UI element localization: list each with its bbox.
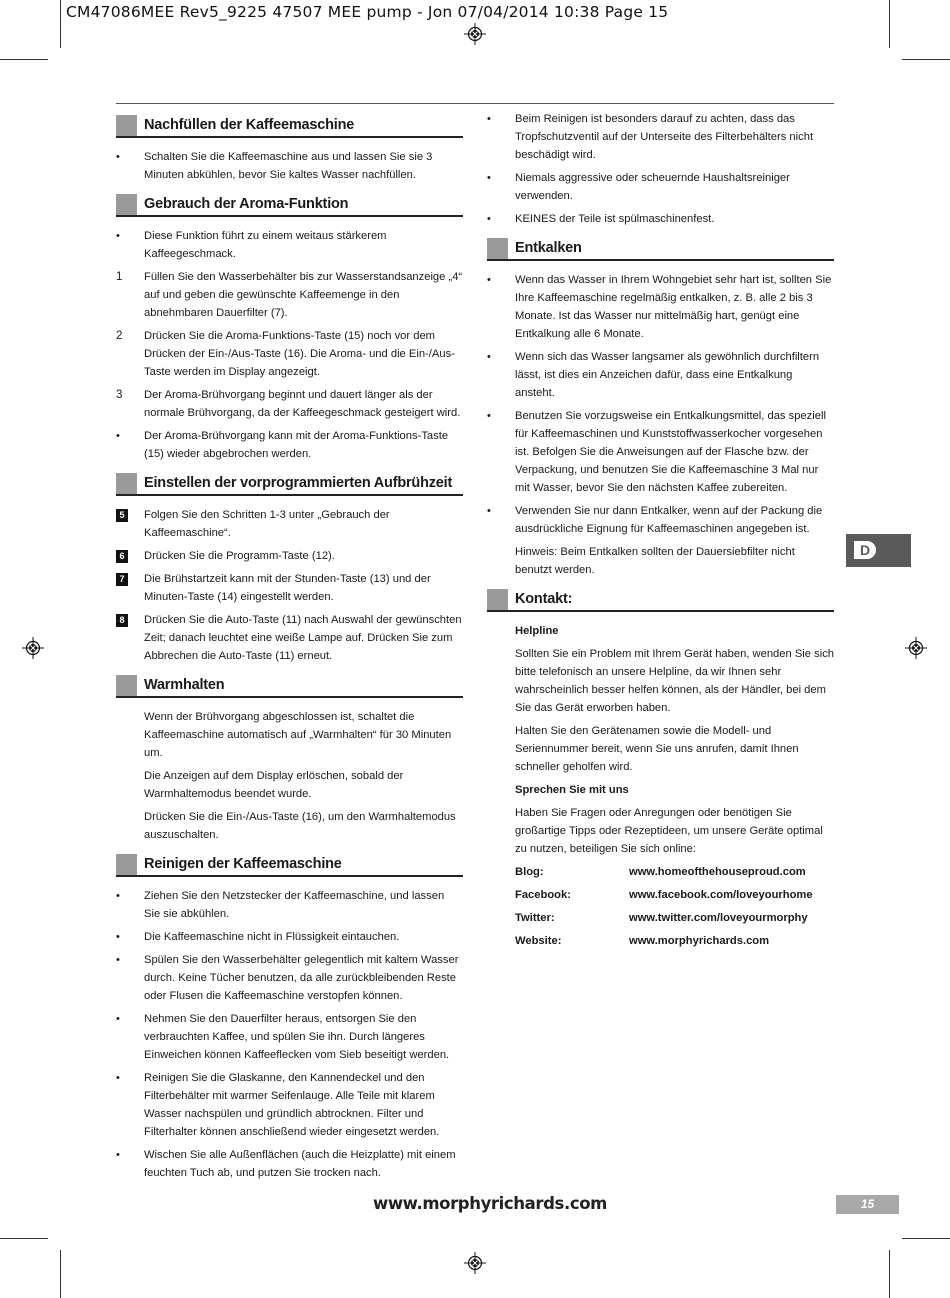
step-number: 3 <box>116 389 123 401</box>
bullet: • <box>116 954 120 966</box>
bullet: • <box>116 931 120 943</box>
language-tab <box>846 534 911 567</box>
item-text: Nehmen Sie den Dauerfilter heraus, entsorgen Sie den verbrauchten Kaffee, und spülen Sie ihn. Durch längeres Einweichen können Kaffeeflecken vom Sieb beseitigt werden. <box>144 1013 450 1061</box>
item-text: Drücken Sie die Aroma-Funktions-Taste (15) noch vor dem Drücken der Ein-/Aus-Taste (16). Die Aroma- und die Ein-/Aus-Taste werden im Display angezeigt. <box>144 330 455 378</box>
crop-mark <box>0 1238 48 1239</box>
contact-link[interactable]: www.homeofthehouseproud.com <box>629 866 806 878</box>
list-item <box>116 148 463 184</box>
list-item <box>116 951 463 1005</box>
step-number-box: 5 <box>116 509 128 522</box>
item-text: Drücken Sie die Programm-Taste (12). <box>144 550 335 562</box>
contact-row <box>487 863 834 881</box>
heading-marker <box>487 238 508 259</box>
section-heading <box>116 472 463 496</box>
step-number: 2 <box>116 330 123 342</box>
section-heading <box>116 674 463 698</box>
footer-website-logo: www.morphyrichards.com <box>373 1194 607 1213</box>
bullet: • <box>487 172 491 184</box>
bullet: • <box>487 113 491 125</box>
bullet: • <box>116 890 120 902</box>
paragraph: Halten Sie den Gerätenamen sowie die Modell- und Seriennummer bereit, wenn Sie uns anrufen, damit Ihnen schneller geholfen wird. <box>515 725 799 773</box>
note-paragraph: Hinweis: Beim Entkalken sollten der Dauersiebfilter nicht benutzt werden. <box>515 546 795 576</box>
registration-mark-icon <box>464 1252 486 1274</box>
section-heading <box>116 193 463 217</box>
bullet: • <box>116 430 120 442</box>
item-text: Schalten Sie die Kaffeemaschine aus und lassen Sie sie 3 Minuten abkühlen, bevor Sie kaltes Wasser nachfüllen. <box>144 151 433 181</box>
bullet: • <box>487 274 491 286</box>
heading-text: Einstellen der vorprogrammierten Aufbrühzeit <box>144 475 453 491</box>
section-heading <box>116 114 463 138</box>
contact-label: Blog: <box>515 866 544 878</box>
page-number: 15 <box>836 1195 899 1214</box>
crop-mark <box>0 59 48 60</box>
item-text: Drücken Sie die Auto-Taste (11) nach Auswahl der gewünschten Zeit; danach leuchtet eine weiße Lampe auf. Drücken Sie zum Abbrechen die Auto-Taste (11) erneut. <box>144 614 462 662</box>
list-item <box>487 110 834 164</box>
bullet: • <box>487 213 491 225</box>
subheading-helpline: Helpline <box>515 625 559 637</box>
contact-label: Facebook: <box>515 889 571 901</box>
contact-row <box>487 932 834 950</box>
heading-text: Kontakt: <box>515 591 573 607</box>
heading-marker <box>116 473 137 494</box>
list-item <box>116 887 463 923</box>
bullet: • <box>487 351 491 363</box>
item-text: KEINES der Teile ist spülmaschinenfest. <box>515 213 715 225</box>
bullet: • <box>116 1013 120 1025</box>
item-text: Diese Funktion führt zu einem weitaus stärkerem Kaffeegeschmack. <box>144 230 387 260</box>
bullet: • <box>116 151 120 163</box>
list-item <box>487 271 834 343</box>
registration-mark-icon <box>464 23 486 45</box>
language-tab-letter: D <box>854 541 876 559</box>
heading-text: Gebrauch der Aroma-Funktion <box>144 196 349 212</box>
registration-mark-icon <box>22 637 44 659</box>
heading-marker <box>487 589 508 610</box>
contact-link[interactable]: www.twitter.com/loveyourmorphy <box>629 912 808 924</box>
list-item <box>116 611 463 665</box>
top-rule <box>116 103 834 104</box>
list-item <box>116 928 463 946</box>
bullet: • <box>116 1149 120 1161</box>
paragraph: Die Anzeigen auf dem Display erlöschen, sobald der Warmhaltemodus beendet wurde. <box>144 770 404 800</box>
heading-marker <box>116 194 137 215</box>
contact-link[interactable]: www.morphyrichards.com <box>629 935 770 947</box>
item-text: Wenn sich das Wasser langsamer als gewöhnlich durchfiltern lässt, ist dies ein Anzeichen dafür, dass eine Entkalkung ansteht. <box>515 351 820 399</box>
list-item <box>116 1010 463 1064</box>
bullet: • <box>116 230 120 242</box>
heading-text: Nachfüllen der Kaffeemaschine <box>144 117 355 133</box>
item-text: Spülen Sie den Wasserbehälter gelegentlich mit kaltem Wasser durch. Keine Tücher benutzen, da alle zurückbleibenden Reste oder Flusen die Kaffeemaschine verstopfen können. <box>144 954 459 1002</box>
list-item <box>116 570 463 606</box>
contact-label: Website: <box>515 935 562 947</box>
list-item <box>116 386 463 422</box>
bullet: • <box>487 410 491 422</box>
step-number-box: 7 <box>116 573 128 586</box>
list-item <box>487 407 834 497</box>
heading-text: Entkalken <box>515 240 582 256</box>
section-heading <box>487 237 834 261</box>
heading-text: Reinigen der Kaffeemaschine <box>144 856 342 872</box>
print-slug: CM47086MEE Rev5_9225 47507 MEE pump - Jon 07/04/2014 10:38 Page 15 <box>66 3 669 21</box>
heading-text: Warmhalten <box>144 677 225 693</box>
contact-row <box>487 909 834 927</box>
paragraph: Sollten Sie ein Problem mit Ihrem Gerät haben, wenden Sie sich bitte telefonisch an unsere Helpline, da wir Ihnen sehr wahrscheinlich besser helfen können, als der Händler, bei dem Sie das Gerät erworben haben. <box>515 648 835 714</box>
heading-marker <box>116 854 137 875</box>
item-text: Die Brühstartzeit kann mit der Stunden-Taste (13) und der Minuten-Taste (14) eingestellt werden. <box>144 573 431 603</box>
subheading-speak: Sprechen Sie mit uns <box>515 784 629 796</box>
step-number: 1 <box>116 271 123 283</box>
heading-marker <box>116 675 137 696</box>
item-text: Füllen Sie den Wasserbehälter bis zur Wasserstandsanzeige „4“ auf und geben die gewünschte Kaffeemenge in den abnehmbaren Dauerfilter (7). <box>144 271 463 319</box>
step-number-box: 8 <box>116 614 128 627</box>
contact-label: Twitter: <box>515 912 555 924</box>
crop-mark <box>60 1250 61 1298</box>
section-heading <box>487 588 834 612</box>
item-text: Der Aroma-Brühvorgang beginnt und dauert länger als der normale Brühvorgang, da der Kaffeegeschmack gesteigert wird. <box>144 389 461 419</box>
heading-marker <box>116 115 137 136</box>
section-heading <box>116 853 463 877</box>
item-text: Benutzen Sie vorzugsweise ein Entkalkungsmittel, das speziell für Kaffeemaschinen und Kunststoffwasserkocher vorgesehen ist. Befolgen Sie die Anweisungen auf der Flasche bzw. der Verpackung, und benutzen Sie die Kaffeemaschine 3 Mal nur mit Wasser, bevor Sie den nächsten Kaffee zubereiten. <box>515 410 826 494</box>
list-item <box>487 502 834 538</box>
list-item <box>116 327 463 381</box>
crop-mark <box>902 1238 950 1239</box>
item-text: Der Aroma-Brühvorgang kann mit der Aroma-Funktions-Taste (15) wieder abgebrochen werden. <box>144 430 449 460</box>
crop-mark <box>889 1250 890 1298</box>
list-item <box>116 227 463 263</box>
crop-mark <box>889 0 890 48</box>
list-item <box>487 348 834 402</box>
item-text: Folgen Sie den Schritten 1-3 unter „Gebrauch der Kaffeemaschine“. <box>144 509 390 539</box>
list-item <box>487 210 834 228</box>
registration-mark-icon <box>905 637 927 659</box>
step-number-box: 6 <box>116 550 128 563</box>
right-column <box>487 110 834 955</box>
item-text: Wenn das Wasser in Ihrem Wohngebiet sehr hart ist, sollten Sie Ihre Kaffeemaschine regelmäßig entkalken, z. B. alle 2 bis 3 Monate. Ist das Wasser nur mittelmäßig hart, genügt eine Entkalkung alle 6 Monate. <box>515 274 832 340</box>
list-item <box>116 506 463 542</box>
item-text: Die Kaffeemaschine nicht in Flüssigkeit eintauchen. <box>144 931 400 943</box>
contact-link[interactable]: www.facebook.com/loveyourhome <box>629 889 813 901</box>
item-text: Reinigen Sie die Glaskanne, den Kannendeckel und den Filterbehälter mit warmer Seifenlauge. Alle Teile mit klarem Wasser nachspülen und gründlich abtrocknen. Filter und Filterhalter können anschließend wieder eingesetzt werden. <box>144 1072 440 1138</box>
paragraph: Haben Sie Fragen oder Anregungen oder benötigen Sie großartige Tipps oder Rezeptideen, um unsere Geräte optimal zu nutzen, beteiligen Sie sich online: <box>515 807 823 855</box>
left-column <box>116 114 463 1187</box>
list-item <box>116 1146 463 1182</box>
crop-mark <box>60 0 61 48</box>
contact-row <box>487 886 834 904</box>
item-text: Verwenden Sie nur dann Entkalker, wenn auf der Packung die ausdrückliche Eignung für Kaffeemaschinen angegeben ist. <box>515 505 823 535</box>
bullet: • <box>487 505 491 517</box>
list-item <box>487 169 834 205</box>
paragraph: Drücken Sie die Ein-/Aus-Taste (16), um den Warmhaltemodus auszuschalten. <box>144 811 456 841</box>
list-item <box>116 1069 463 1141</box>
list-item <box>116 427 463 463</box>
paragraph: Wenn der Brühvorgang abgeschlossen ist, schaltet die Kaffeemaschine automatisch auf „Warmhalten“ für 30 Minuten um. <box>144 711 452 759</box>
item-text: Beim Reinigen ist besonders darauf zu achten, dass das Tropfschutzventil auf der Unterseite des Filterbehälters nicht beschädigt wird. <box>515 113 814 161</box>
list-item <box>116 268 463 322</box>
item-text: Wischen Sie alle Außenflächen (auch die Heizplatte) mit einem feuchten Tuch ab, und putzen Sie trocken nach. <box>144 1149 456 1179</box>
list-item <box>116 547 463 565</box>
bullet: • <box>116 1072 120 1084</box>
crop-mark <box>902 59 950 60</box>
item-text: Niemals aggressive oder scheuernde Haushaltsreiniger verwenden. <box>515 172 790 202</box>
item-text: Ziehen Sie den Netzstecker der Kaffeemaschine, und lassen Sie sie abkühlen. <box>144 890 445 920</box>
